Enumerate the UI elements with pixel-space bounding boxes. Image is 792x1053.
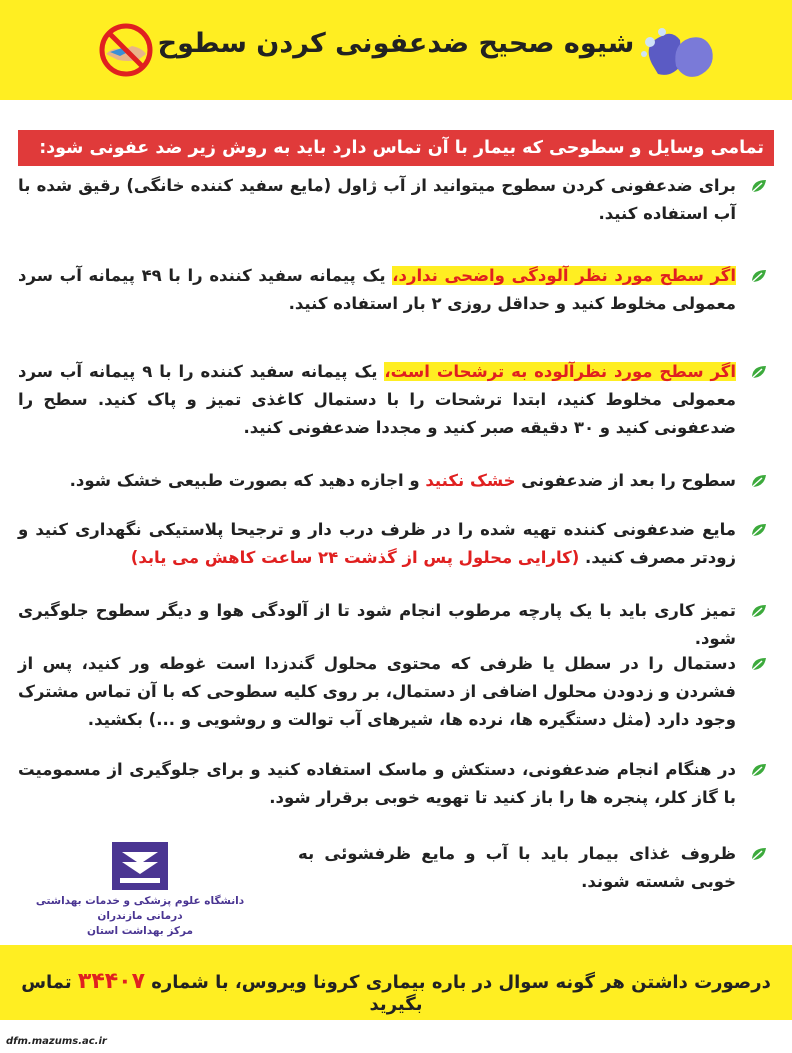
footer (0, 945, 792, 1020)
page-title: شیوه صحیح ضدعفونی کردن سطوح (157, 28, 635, 59)
list-item (18, 650, 768, 734)
list-item (18, 756, 768, 812)
item-text: در هنگام انجام ضدعفونی، دستکش و ماسک استفاده کنید و برای جلوگیری از مسمومیت با گاز کلر، پنجره ها را باز کنید تا تهویه خوبی برقرار شود. (18, 760, 736, 807)
leaf-bullet-icon (750, 656, 768, 672)
list-item (18, 358, 768, 442)
highlighted-text: اگر سطح مورد نظر آلودگی واضحی ندارد، (392, 266, 736, 285)
leaf-bullet-icon (750, 364, 768, 380)
list-item (298, 840, 768, 896)
site-url: dfm.mazums.ac.ir (6, 1036, 107, 1047)
leaf-bullet-icon (750, 762, 768, 778)
item-text: برای ضدعفونی کردن سطوح میتوانید از آب ژاول (مایع سفید کننده خانگی) رقیق شده با آب استفاده کنید. (18, 176, 736, 223)
red-text: (کارایی محلول پس از گذشت ۲۴ ساعت کاهش می یابد) (130, 548, 580, 567)
gloved-hands-icon (632, 24, 722, 84)
list-item (18, 467, 768, 495)
organization-name (30, 894, 250, 939)
leaf-bullet-icon (750, 846, 768, 862)
contact-text: تماس بگیرید (21, 972, 423, 1015)
leaf-bullet-icon (750, 473, 768, 489)
section-banner: تمامی وسایل و سطوحی که بیمار با آن تماس دارد باید به روش زیر ضد عفونی شود: (18, 130, 774, 166)
organization-line2: مرکز بهداشت استان (86, 925, 194, 937)
item-text: دستمال را در سطل یا ظرفی که محتوی محلول گندزدا است غوطه ور کنید، پس از فشردن و زدودن محلول اضافی از دستمال، بر روی کلیه سطوحی که با آن تماس مشترک وجود دارد (مثل دستگیره ها، نرده ها، شیرهای آب توالت و روشویی و ...) بکشید. (18, 654, 736, 729)
header (0, 0, 792, 100)
university-logo-icon (108, 838, 172, 894)
leaf-bullet-icon (750, 603, 768, 619)
contact-text: درصورت داشتن هر گونه سوال در باره بیماری کرونا ویروس، با شماره (145, 972, 771, 993)
contact-line (0, 969, 792, 1015)
item-text: یک پیمانه سفید کننده را با ۴۹ پیمانه آب سرد معمولی مخلوط کنید و حداقل روزی ۲ بار استفاده کنید. (18, 266, 736, 313)
leaf-bullet-icon (750, 178, 768, 194)
leaf-bullet-icon (750, 522, 768, 538)
highlighted-text: اگر سطح مورد نظرآلوده به ترشحات است، (384, 362, 736, 381)
list-item (18, 172, 768, 228)
item-text: مایع ضدعفونی کننده تهیه شده را در ظرف درب دار و ترجیحا پلاستیکی نگهداری کنید و زودتر مصرف کنید. (18, 520, 736, 567)
item-text: و اجازه دهید که بصورت طبیعی خشک شود. (69, 471, 426, 490)
item-text: یک پیمانه سفید کننده را با ۹ پیمانه آب سرد معمولی مخلوط کنید، ابتدا ترشحات را با دستمال کاغذی تمیز و پاک کنید. سطح را ضدعفونی کنید و ۳۰ دقیقه صبر کنید و مجددا ضدعفونی کنید. (18, 362, 736, 437)
list-item (18, 262, 768, 318)
item-text: تمیز کاری باید با یک پارچه مرطوب انجام شود تا از آلودگی هوا و دیگر سطوح جلوگیری شود. (18, 601, 736, 648)
red-text: خشک نکنید (425, 471, 516, 490)
item-text: سطوح را بعد از ضدعفونی (515, 471, 736, 490)
organization-line1: دانشگاه علوم پزشکی و خدمات بهداشتی درمانی مازندران (35, 895, 245, 922)
leaf-bullet-icon (750, 268, 768, 284)
phone-number: ۳۴۴۰۷ (77, 969, 146, 994)
item-text: ظروف غذای بیمار باید با آب و مایع ظرفشوئی به خوبی شسته شوند. (298, 844, 736, 891)
list-item (18, 516, 768, 572)
list-item (18, 597, 768, 653)
